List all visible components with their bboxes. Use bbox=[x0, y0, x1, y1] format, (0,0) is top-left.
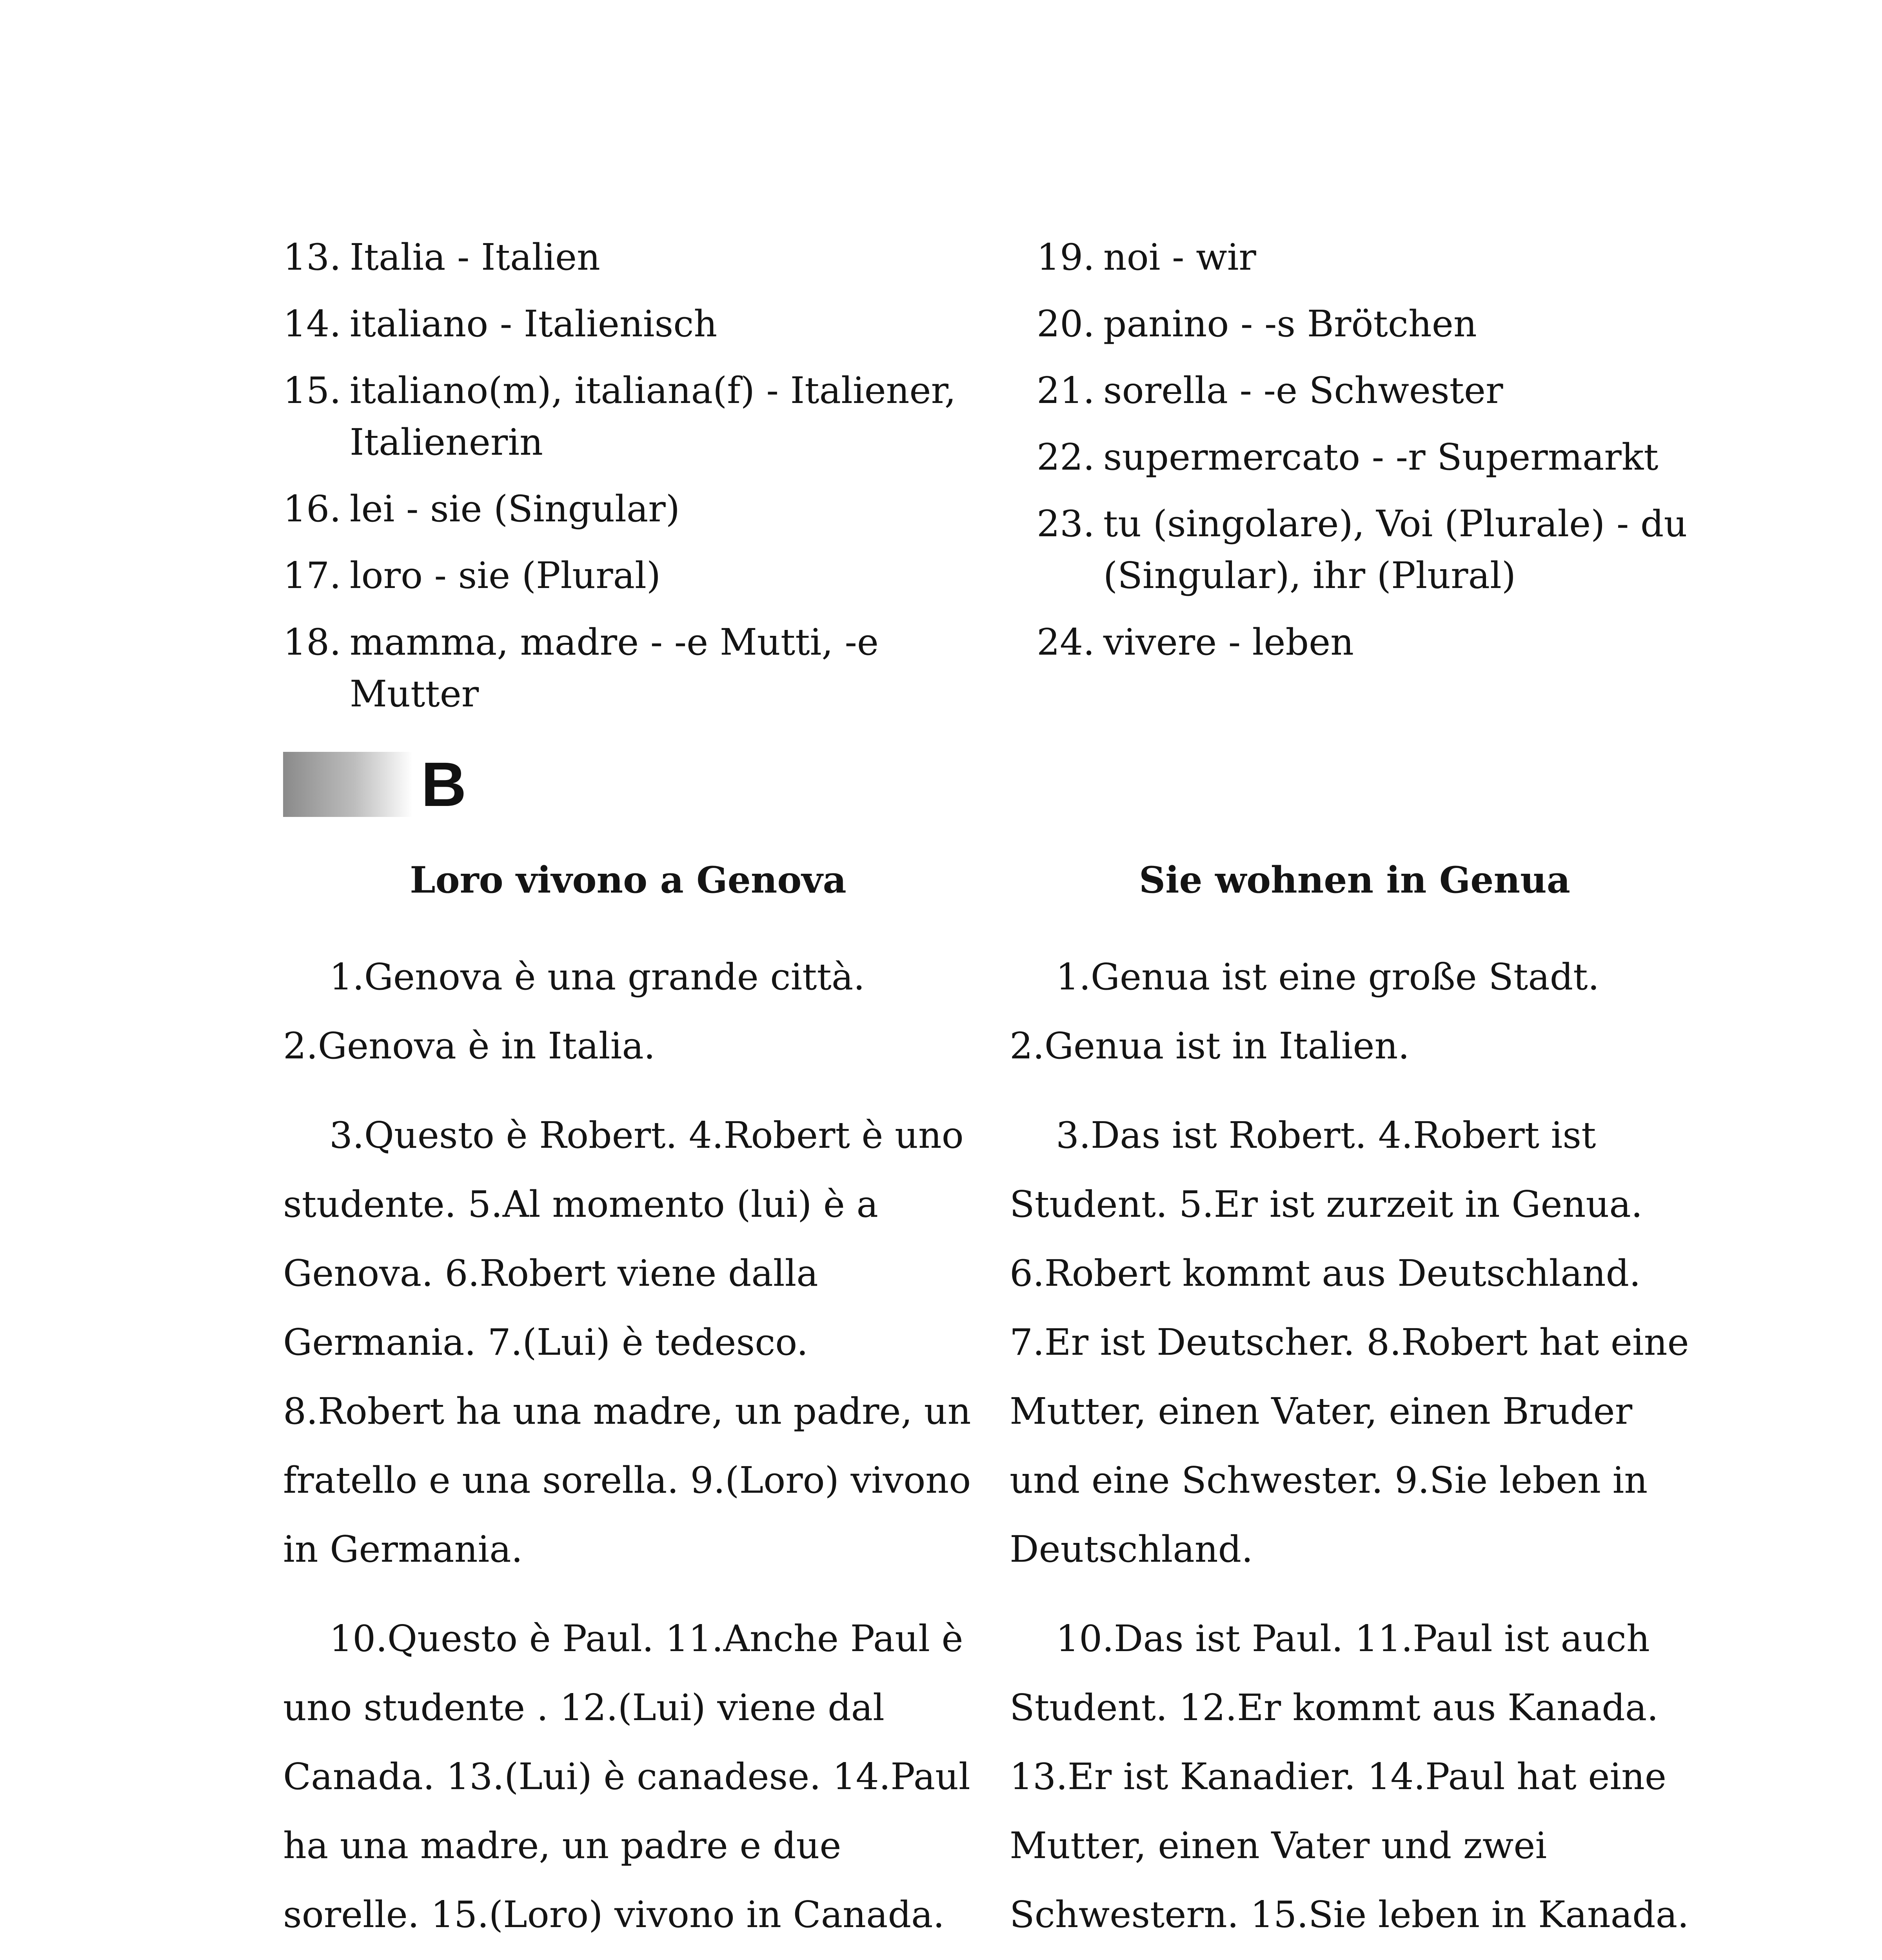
vocab-number: 14. bbox=[283, 303, 341, 345]
vocab-item bbox=[283, 298, 965, 350]
vocab-entry: Italia - Italien bbox=[349, 236, 600, 278]
vocab-number: 24. bbox=[1037, 621, 1095, 663]
section-gradient-bar bbox=[283, 752, 412, 817]
german-text-column bbox=[1010, 855, 1700, 1960]
italian-paragraph: 3.Questo è Robert. 4.Robert è uno studente. 5.Al momento (lui) è a Genova. 6.Robert viene dalla Germania. 7.(Lui) è tedesco. 8.Robert ha una madre, un padre, un fratello e una sorella. 9.(Loro) vivono in Germania. bbox=[283, 1114, 971, 1570]
vocab-entry: vivere - leben bbox=[1103, 621, 1354, 663]
vocab-item bbox=[283, 616, 965, 720]
vocab-entry: supermercato - -r Supermarkt bbox=[1103, 436, 1659, 478]
german-paragraph: 10.Das ist Paul. 11.Paul ist auch Student. 12.Er kommt aus Kanada. 13.Er ist Kanadier. 14.Paul hat eine Mutter, einen Vater und zwei Schwestern. 15.Sie leben in Kanada. bbox=[1010, 1617, 1689, 1936]
vocab-entry: italiano - Italienisch bbox=[349, 303, 718, 345]
german-title: Sie wohnen in Genua bbox=[1139, 858, 1570, 901]
italian-paragraph: 10.Questo è Paul. 11.Anche Paul è uno studente . 12.(Lui) viene dal Canada. 13.(Lui) è canadese. 14.Paul ha una madre, un padre e due sorelle. 15.(Loro) vivono in Canada. bbox=[283, 1617, 970, 1936]
vocab-entry: mamma, madre - -e Mutti, -e Mutter bbox=[349, 621, 879, 715]
vocab-number: 23. bbox=[1037, 503, 1095, 545]
vocab-item bbox=[1037, 231, 1703, 283]
vocab-entry: noi - wir bbox=[1103, 236, 1256, 278]
vocab-number: 22. bbox=[1037, 436, 1095, 478]
vocab-entry: italiano(m), italiana(f) - Italiener, Italienerin bbox=[349, 369, 956, 463]
vocab-entry: tu (singolare), Voi (Plurale) - du (Singular), ihr (Plural) bbox=[1103, 503, 1688, 597]
vocab-item bbox=[283, 483, 965, 535]
vocab-number: 21. bbox=[1037, 369, 1095, 412]
italian-text-column bbox=[283, 855, 973, 1960]
vocab-entry: panino - -s Brötchen bbox=[1103, 303, 1477, 345]
vocab-number: 17. bbox=[283, 554, 341, 597]
vocabulary-list-left bbox=[283, 231, 965, 735]
vocab-item bbox=[1037, 365, 1703, 416]
italian-paragraph: 1.Genova è una grande città. 2.Genova è in Italia. bbox=[283, 956, 865, 1067]
german-paragraph: 3.Das ist Robert. 4.Robert ist Student. 5.Er ist zurzeit in Genua. 6.Robert kommt aus Deutschland. 7.Er ist Deutscher. 8.Robert hat eine Mutter, einen Vater, einen Bruder und eine Schwester. 9.Sie leben in Deutschland. bbox=[1010, 1114, 1689, 1570]
vocab-item bbox=[1037, 298, 1703, 350]
section-marker bbox=[283, 749, 467, 819]
vocab-number: 16. bbox=[283, 488, 341, 530]
vocab-item bbox=[1037, 616, 1703, 668]
vocab-item bbox=[283, 365, 965, 468]
italian-title: Loro vivono a Genova bbox=[410, 858, 847, 901]
vocab-number: 18. bbox=[283, 621, 341, 663]
vocab-number: 20. bbox=[1037, 303, 1095, 345]
vocabulary-list-right bbox=[1037, 231, 1703, 683]
german-paragraph: 1.Genua ist eine große Stadt. 2.Genua ist in Italien. bbox=[1010, 956, 1600, 1067]
vocab-number: 19. bbox=[1037, 236, 1095, 278]
vocab-item bbox=[283, 550, 965, 601]
vocab-entry: sorella - -e Schwester bbox=[1103, 369, 1503, 412]
vocab-number: 13. bbox=[283, 236, 341, 278]
vocab-item bbox=[1037, 498, 1703, 601]
vocab-item bbox=[1037, 431, 1703, 483]
vocab-item bbox=[283, 231, 965, 283]
vocab-number: 15. bbox=[283, 369, 341, 412]
section-letter: B bbox=[421, 749, 467, 819]
vocab-entry: lei - sie (Singular) bbox=[349, 488, 680, 530]
vocab-entry: loro - sie (Plural) bbox=[349, 554, 661, 597]
